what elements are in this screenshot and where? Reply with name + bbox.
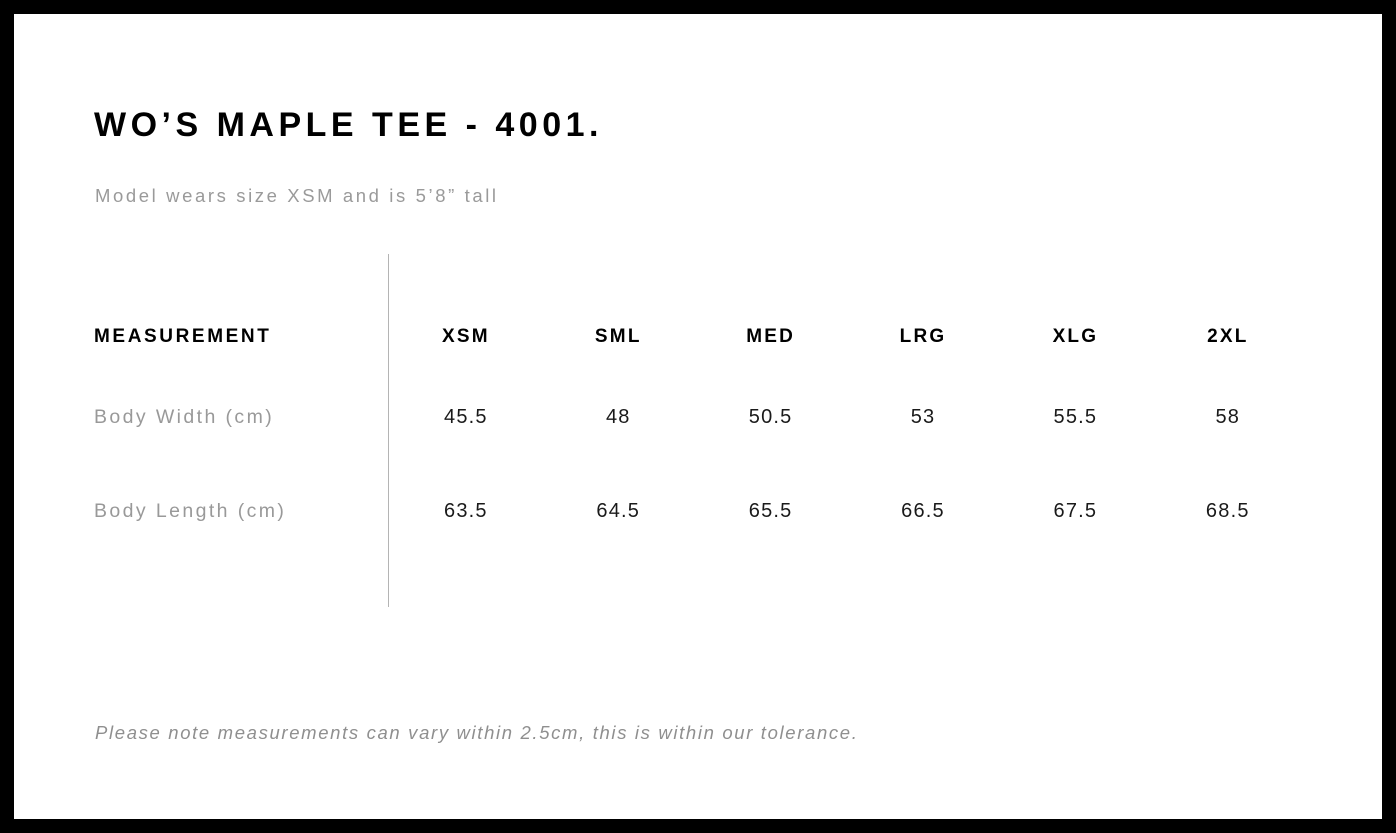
- table-header-row: [94, 304, 1304, 370]
- model-info-subtitle: Model wears size XSM and is 5’8” tall: [95, 185, 499, 206]
- row-label-body-length: Body Length (cm): [94, 499, 287, 522]
- cell-body-length-med: 65.5: [748, 499, 793, 522]
- column-header-size-lrg: LRG: [899, 326, 947, 347]
- cell-body-width-med: 50.5: [748, 405, 793, 428]
- cell-body-length-sml: 64.5: [596, 499, 641, 522]
- cell-body-length-2xl: 68.5: [1205, 499, 1250, 522]
- table-row: [94, 464, 1304, 558]
- cell-body-length-xsm: 63.5: [444, 499, 488, 522]
- column-header-measurement: MEASUREMENT: [94, 326, 272, 347]
- cell-body-width-xlg: 55.5: [1053, 405, 1098, 428]
- column-header-size-sml: SML: [594, 326, 642, 347]
- cell-body-length-lrg: 66.5: [901, 499, 945, 522]
- row-label-body-width: Body Width (cm): [94, 405, 275, 428]
- cell-body-length-xlg: 67.5: [1053, 499, 1098, 522]
- cell-body-width-2xl: 58: [1215, 405, 1241, 428]
- cell-body-width-lrg: 53: [910, 405, 936, 428]
- table-row: [94, 370, 1304, 464]
- size-chart-card: [14, 14, 1382, 819]
- size-chart-content: [14, 14, 1382, 819]
- column-header-size-2xl: 2XL: [1207, 326, 1249, 347]
- page-title: WO’S MAPLE TEE - 4001.: [94, 106, 603, 144]
- cell-body-width-xsm: 45.5: [444, 405, 488, 428]
- tolerance-note: Please note measurements can vary within 2.5cm, this is within our tolerance.: [95, 722, 859, 743]
- column-header-size-med: MED: [746, 326, 796, 347]
- column-header-size-xlg: XLG: [1052, 326, 1099, 347]
- cell-body-width-sml: 48: [605, 405, 631, 428]
- column-header-size-xsm: XSM: [442, 326, 490, 347]
- measurements-table: [94, 304, 1304, 558]
